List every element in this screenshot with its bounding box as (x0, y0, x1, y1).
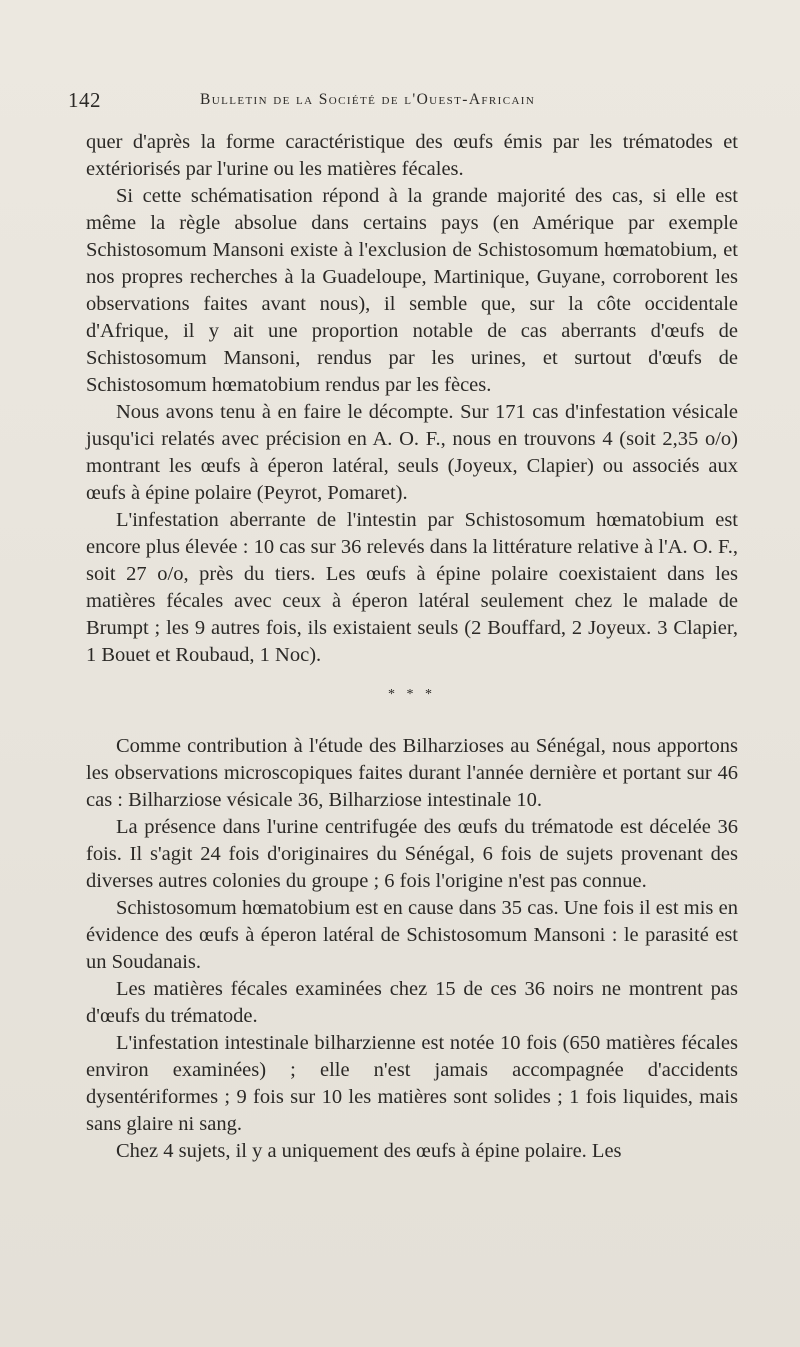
paragraph-6: La présence dans l'urine centrifugée des œufs du trématode est décelée 36 fois. Il s'agit 24 fois d'originaires du Sénégal, 6 fois de sujets provenant des diverses autres colonies du groupe ; 6 fois l'origine n'est pas connue. (86, 816, 738, 892)
paragraph-8: Les matières fécales examinées chez 15 de ces 36 noirs ne montrent pas d'œufs du trématode. (86, 978, 738, 1027)
running-title: Bulletin de la Société de l'Ouest-Africain (200, 91, 536, 108)
paragraph-3: Nous avons tenu à en faire le décompte. Sur 171 cas d'infestation vésicale jusqu'ici relatés avec précision en A. O. F., nous en trouvons 4 (soit 2,35 o/o) montrant les œufs à éperon latéral, seuls (Joyeux, Clapier) ou associés aux œufs à épine polaire (Peyrot, Pomaret). (86, 401, 738, 504)
page-header (68, 88, 668, 114)
separator-asterisks: * * * (388, 687, 436, 702)
paragraph-1: quer d'après la forme caractéristique des œufs émis par les trématodes et extériorisés par l'urine ou les matières fécales. (86, 131, 738, 180)
page-number: 142 (68, 88, 101, 112)
paragraph-2: Si cette schématisation répond à la grande majorité des cas, si elle est même la règle absolue dans certains pays (en Amérique par exemple Schistosomum Mansoni existe à l'exclusion de Schistosomum hœmatobium, et nos propres recherches à la Guadeloupe, Martinique, Guyane, corroborent les observations faites avant nous), il semble que, sur la côte occidentale d'Afrique, il y ait une proportion notable de cas aberrants d'œufs de Schistosomum Mansoni, rendus par les urines, et surtout d'œufs de Schistosomum hœmatobium rendus par les fèces. (86, 185, 738, 396)
section-separator (86, 687, 738, 703)
paragraph-5: Comme contribution à l'étude des Bilharzioses au Sénégal, nous apportons les observations microscopiques faites durant l'année dernière et portant sur 46 cas : Bilharziose vésicale 36, Bilharziose intestinale 10. (86, 735, 738, 811)
body-text (86, 129, 738, 1165)
paragraph-10: Chez 4 sujets, il y a uniquement des œufs à épine polaire. Les (116, 1140, 622, 1162)
paragraph-7: Schistosomum hœmatobium est en cause dans 35 cas. Une fois il est mis en évidence des œufs à éperon latéral de Schistosomum Mansoni : le parasité est un Soudanais. (86, 897, 738, 973)
paragraph-9: L'infestation intestinale bilharzienne est notée 10 fois (650 matières fécales environ examinées) ; elle n'est jamais accompagnée d'accidents dysentériformes ; 9 fois sur 10 les matières sont solides ; 1 fois liquides, mais sans glaire ni sang. (86, 1032, 738, 1135)
paragraph-4: L'infestation aberrante de l'intestin par Schistosomum hœmatobium est encore plus élevée : 10 cas sur 36 relevés dans la littérature relative à l'A. O. F., soit 27 o/o, près du tiers. Les œufs à épine polaire coexistaient dans les matières fécales avec ceux à éperon latéral seulement chez le malade de Brumpt ; les 9 autres fois, ils existaient seuls (2 Bouffard, 2 Joyeux. 3 Clapier, 1 Bouet et Roubaud, 1 Noc). (86, 509, 738, 666)
